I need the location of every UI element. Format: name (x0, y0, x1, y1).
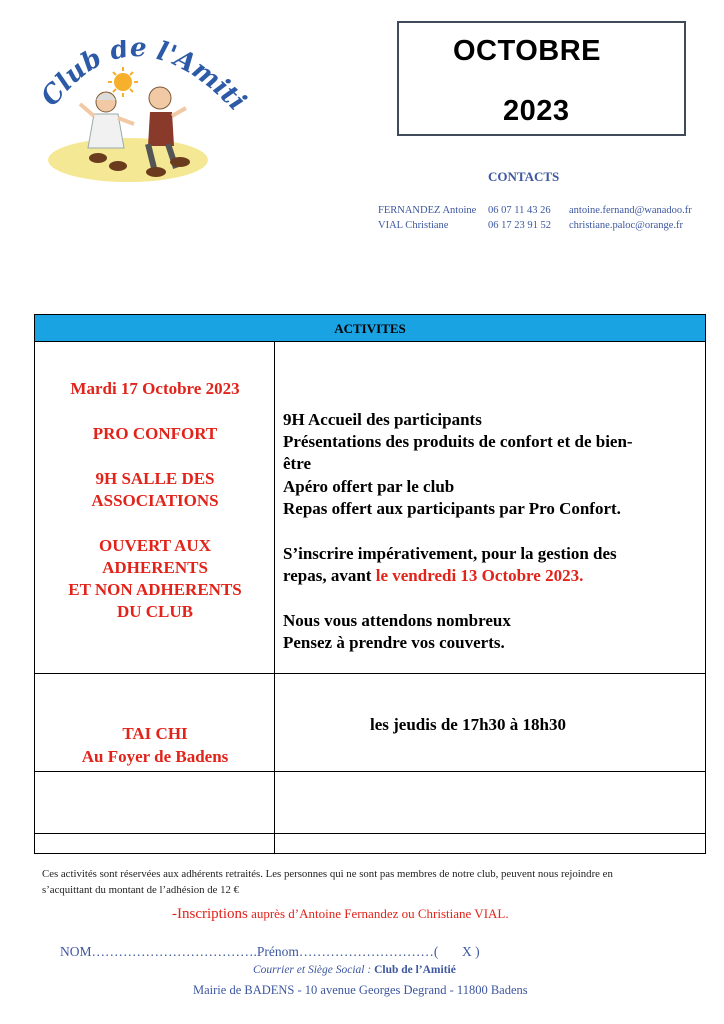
row-divider (35, 833, 705, 834)
contacts-heading: CONTACTS (488, 169, 560, 184)
event-detail-line: être (283, 454, 311, 473)
title-box (397, 21, 686, 136)
note-line: s’acquittant du montant de l’adhésion de 12 € (42, 884, 239, 896)
event-detail-line: Pensez à prendre vos couverts. (283, 633, 505, 652)
registration-text: repas, avant (283, 566, 376, 585)
title-month: OCTOBRE (453, 35, 601, 67)
event-detail-line: Repas offert aux participants par Pro Confort. (283, 499, 621, 518)
event-detail-line: 9H Accueil des participants (283, 410, 482, 429)
mail-address-line (253, 964, 456, 976)
note-line: Ces activités sont réservées aux adhérents retraités. Les personnes qui ne sont pas membres de notre club, peuvent nous rejoindre en (42, 868, 613, 880)
contact-phone: 06 17 23 91 52 (488, 220, 551, 231)
logo-text: Club de l'Amit (35, 40, 245, 112)
registration-deadline: le vendredi 13 Octobre 2023. (375, 566, 584, 585)
column-divider (274, 342, 275, 853)
inscriptions-contacts: auprès d’Antoine Fernandez ou Christiane VIAL. (247, 906, 509, 921)
club-logo (28, 40, 248, 190)
event-detail-line: Présentations des produits de confort et de bien- (283, 432, 633, 451)
event2-place: Au Foyer de Badens (81, 747, 229, 766)
title-year: 2023 (503, 95, 570, 127)
row-divider (35, 771, 705, 772)
event-place-line: 9H SALLE DES (95, 469, 215, 488)
contact-name: FERNANDEZ Antoine (378, 205, 477, 216)
event-open-line: OUVERT AUX (99, 536, 211, 555)
activities-header: ACTIVITES (35, 315, 705, 342)
event-detail-line: Apéro offert par le club (283, 477, 455, 496)
mairie-address: Mairie de BADENS - 10 avenue Georges Degrand - 11800 Badens (193, 983, 528, 997)
contact-email[interactable]: antoine.fernand@wanadoo.fr (569, 205, 692, 216)
contact-phone: 06 07 11 43 26 (488, 205, 551, 216)
event-open-line: DU CLUB (116, 602, 194, 621)
event-detail-line (283, 565, 583, 587)
event-open-line: ADHERENTS (102, 558, 208, 577)
event-date: Mardi 17 Octobre 2023 (70, 379, 240, 398)
inscriptions-line (172, 906, 509, 923)
event-name: PRO CONFORT (92, 424, 218, 443)
event-place-line: ASSOCIATIONS (91, 491, 219, 510)
event-detail-line: Nous vous attendons nombreux (283, 611, 511, 630)
club-name: Club de l’Amitié (374, 964, 456, 976)
svg-text:Club de l'Amitié (28, 40, 248, 117)
event-open-line: ET NON ADHERENTS (68, 580, 242, 599)
separator: : (364, 964, 375, 976)
contact-name: VIAL Christiane (378, 220, 449, 231)
contact-email[interactable]: christiane.paloc@orange.fr (569, 220, 684, 231)
courrier-label: Courrier et Siège Social (253, 964, 365, 976)
membership-note (42, 866, 692, 898)
event2-schedule: les jeudis de 17h30 à 18h30 (370, 715, 566, 734)
inscriptions-label: -Inscriptions (172, 906, 248, 922)
event2-name: TAI CHI (122, 724, 188, 743)
registration-form-line[interactable]: NOM……………………………….Prénom…………………………( X ) (60, 944, 480, 959)
row-divider (35, 673, 705, 674)
event-detail-line: S’inscrire impérativement, pour la gestion des (283, 544, 617, 563)
